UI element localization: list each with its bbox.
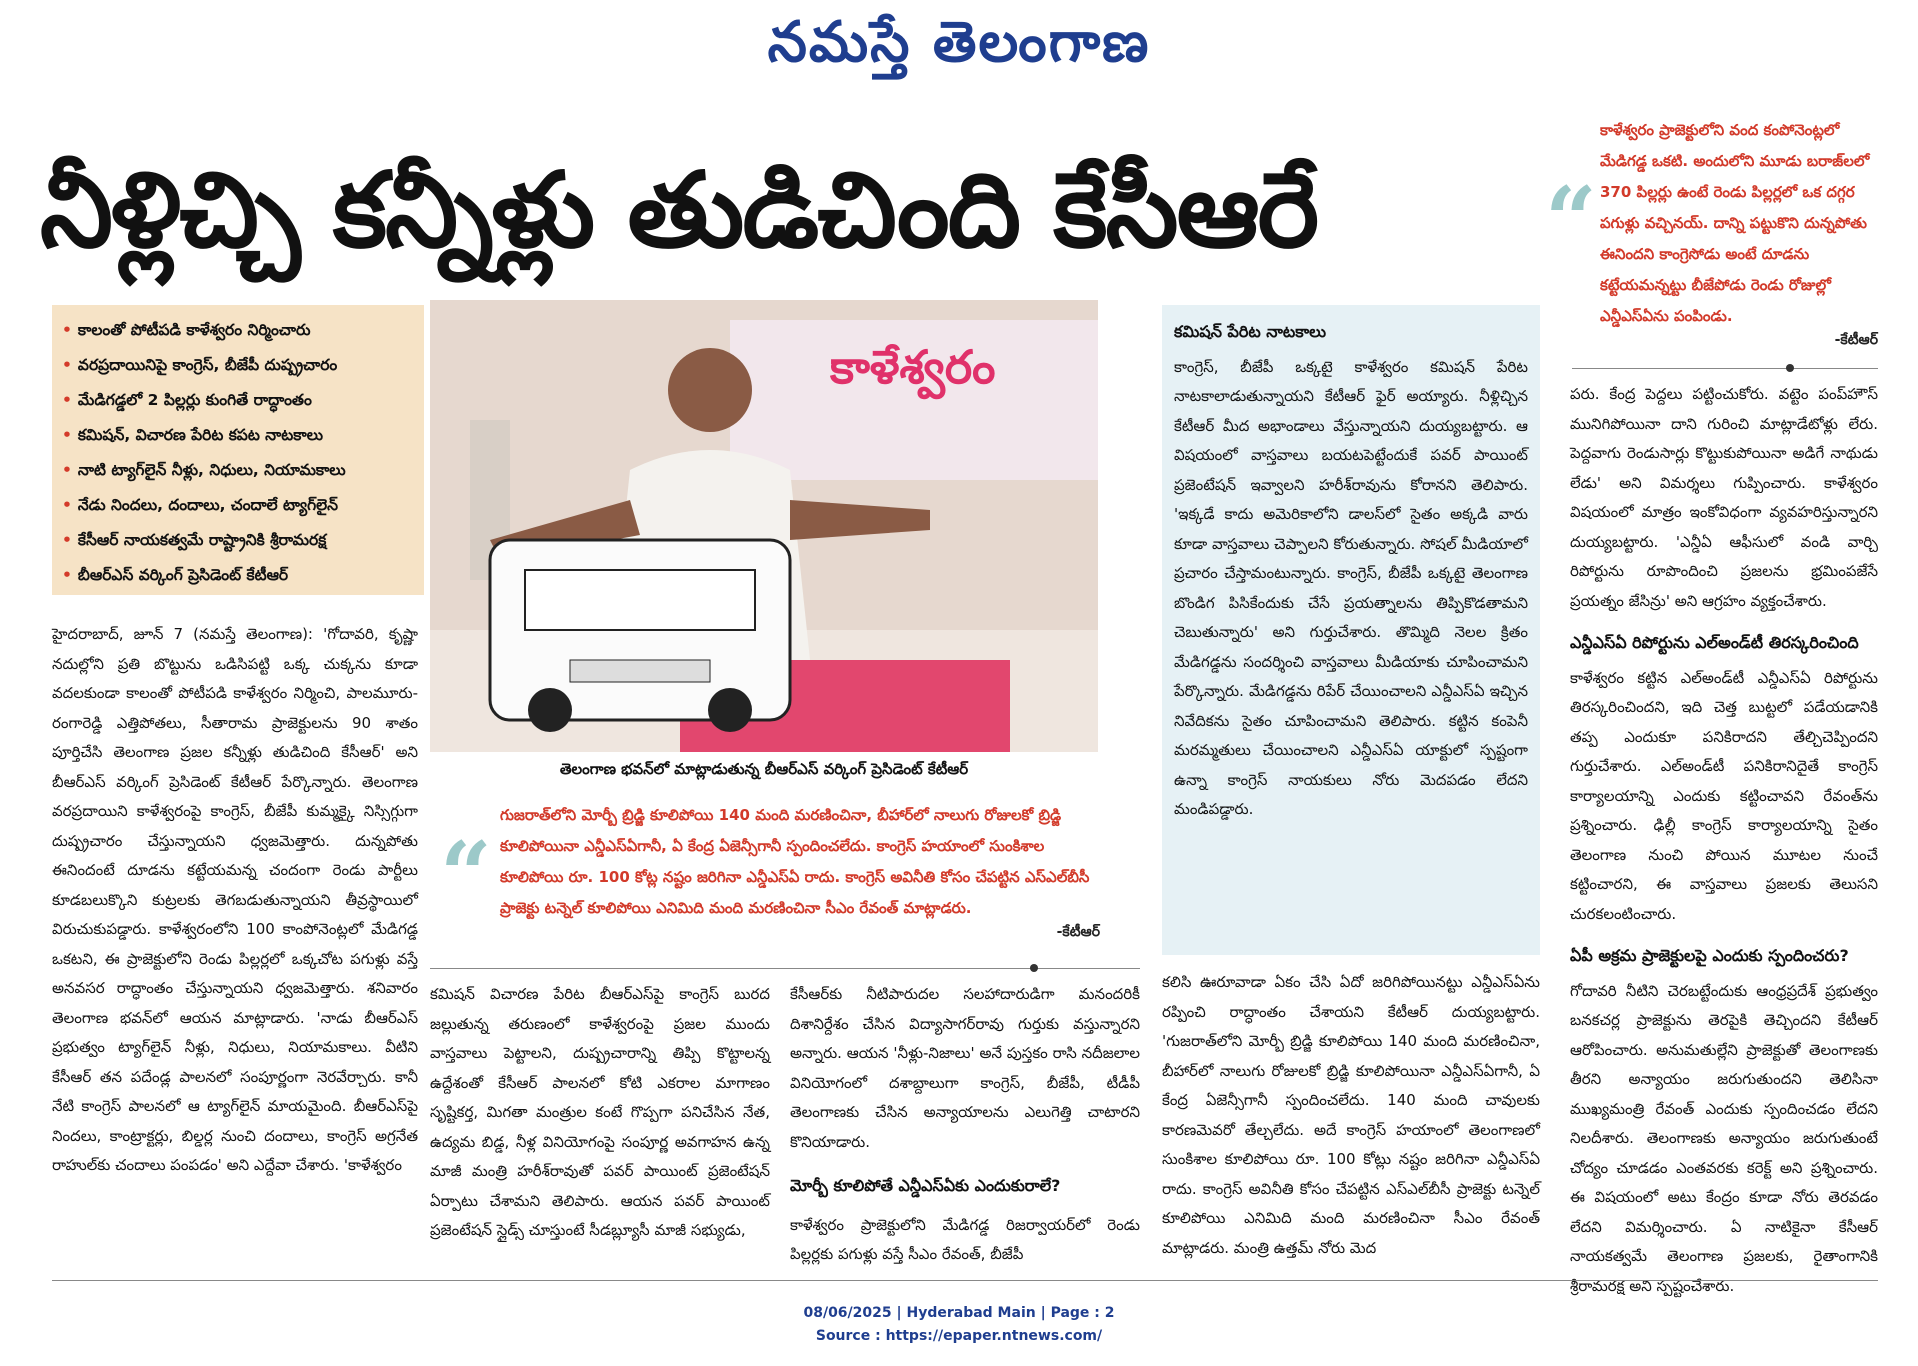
photo-caption: తెలంగాణ భవన్‌లో మాట్లాడుతున్న బీఆర్‌ఎస్ వర్కింగ్ ప్రెసిడెంట్ కేటీఆర్ [559, 760, 969, 778]
highlight-item: • మేడిగడ్డలో 2 పిల్లర్లు కుంగితే రాద్ధాంతం [62, 383, 418, 418]
highlight-item: • కేసీఆర్ నాయకత్వమే రాష్ట్రానికి శ్రీరామరక్ష [62, 523, 418, 558]
quote-mark-icon: “ [440, 822, 492, 928]
news-photo [430, 300, 1098, 752]
highlight-item: • బీఆర్‌ఎస్ వర్కింగ్ ప్రెసిడెంట్ కేటీఆర్ [62, 558, 418, 593]
speaker-photo-illustration [430, 300, 1098, 752]
quote-top [1600, 115, 1878, 351]
section-heading: ఎన్డీఎస్‌ఏ రిపోర్టును ఎల్‌అండ్‌టీ తిరస్కరించింది [1570, 633, 1859, 652]
article-column-2 [430, 980, 770, 1255]
quote-top-author: -కేటీఆర్ [1834, 332, 1878, 348]
divider-dot [1030, 964, 1038, 972]
article-paragraph: పరు. కేంద్ర పెద్దలు పట్టించుకోరు. వట్టెం పంప్‌హౌస్ మునిగిపోయినా దాని గురించి మాట్లాడేటోళ్లు లేరు. పెద్దవాగు రెండుసార్లు కొట్టుకుపోయినా అడిగే నాథుడు లేడు' అని విమర్శలు గుప్పించారు. కాళేశ్వరం విషయంలో మాత్రం ఇంకోవిధంగా వ్యవహరిస్తున్నారని దుయ్యబట్టారు. 'ఎన్డీఏ ఆఫీసులో వండి వార్చి రిపోర్టును రూపొందించి ప్రజలను భ్రమింపజేసే ప్రయత్నం జేసిన్రు' అని ఆగ్రహం వ్యక్తంచేశారు. [1570, 385, 1878, 610]
headline: నీళ్లిచ్చి కన్నీళ్లు తుడిచింది కేసీఆరే [40, 149, 1318, 271]
article-column-1 [52, 620, 418, 1255]
article-paragraph: గోదావరి నీటిని చెరబట్టేందుకు ఆంధ్రప్రదేశ్ ప్రభుత్వం బనకచర్ల ప్రాజెక్టును తెరపైకి తెచ్చిందని కేటీఆర్ ఆరోపించారు. అనుమతుల్లేని ప్రాజెక్టుతో తెలంగాణకు తీరని అన్యాయం జరుగుతుందని తెలిసినా ముఖ్యమంత్రి రేవంత్ ఎందుకు స్పందించడం లేదని నిలదీశారు. తెలంగాణకు అన్యాయం జరుగుతుంటే చోద్యం చూడడం ఎంతవరకు కరెక్ట్ అని ప్రశ్నించారు. ఈ విషయంలో అటు కేంద్రం కూడా నోరు తెరవడం లేదని విమర్శించారు. ఏ నాటికైనా కేసీఆర్ నాయకత్వమే తెలంగాణ ప్రజలకు, రైతాంగానికి శ్రీరామరక్ష అని స్పష్టంచేశారు. [1570, 981, 1878, 1295]
article-paragraph: కేసీఆర్‌కు నీటిపారుదల సలహాదారుడిగా మనందరికీ దిశానిర్దేశం చేసిన విద్యాసాగర్‌రావు గుర్తుకు వస్తున్నారని అన్నారు. ఆయన 'నీళ్లు-నిజాలు' అనే పుస్తకం రాసి నదీజలాల వినియోగంలో దశాబ్దాలుగా కాంగ్రెస్, బీజేపీ, టీడీపీ తెలంగాణకు చేసిన అన్యాయాలను ఎలుగెత్తి చాటారని కొనియాడారు. [790, 985, 1140, 1151]
article-paragraph: కాళేశ్వరం ప్రాజెక్టులోని మేడిగడ్డ రిజర్వాయర్‌లో రెండు పిల్లర్లకు పగుళ్లు వస్తే సీఎం రేవంత్, బీజేపీ [790, 1215, 1140, 1263]
highlight-item: • కమిషన్, విచారణ పేరిట కపట నాటకాలు [62, 418, 418, 453]
article-column-3 [790, 980, 1140, 1263]
divider-dot [1786, 364, 1794, 372]
article-paragraph: కాంగ్రెస్, బీజేపీ ఒక్కటై కాళేశ్వరం కమిషన్ పేరిట నాటకాలాడుతున్నాయని కేటీఆర్ ఫైర్ అయ్యారు. నీళ్లిచ్చిన కేటీఆర్ మీద అభాండాలు వేస్తున్నాయని దుయ్యబట్టారు. ఆ విషయంలో వాస్తవాలు బయటపెట్టేందుకే పవర్ పాయింట్ ప్రజెంటేషన్ ఇవ్వాలని హరీశ్‌రావును కోరానని తెలిపారు. 'ఇక్కడే కాదు అమెరికాలోని డాలస్‌లో సైతం అక్కడి వారు కూడా వాస్తవాలు చెప్పాలని కోరుతున్నారు. సోషల్ మీడియాలో ప్రచారం చేస్తామంటున్నారు. కాంగ్రెస్, బీజేపీ ఒక్కటై తెలంగాణ బొండిగ పిసికేందుకు చేసే ప్రయత్నాలను తిప్పికొడతామని చెబుతున్నారు' అని గుర్తుచేశారు. తొమ్మిది నెలల క్రితం మేడిగడ్డను సందర్శించి వాస్తవాలు మీడియాకు చూపించామని పేర్కొన్నారు. మేడిగడ్డను రిపేర్ చేయించాలని ఎన్డీఎస్‌ఏ ఇచ్చిన నివేదికను సైతం చూపించామని తెలిపారు. కట్టిన కంపెనీ మరమ్మతులు చేయించాలని ఎన్డీఎస్‌ఏ యాక్టులో స్పష్టంగా ఉన్నా కాంగ్రెస్ నాయకులు నోరు మెదపడం లేదని మండిపడ్డారు. [1174, 357, 1528, 818]
section-heading: మోర్బీ కూలిపోతే ఎన్డీఎస్‌ఏకు ఎందుకురాలే? [790, 1176, 1061, 1195]
article-paragraph: కలిసి ఊరూవాడా ఏకం చేసి ఏదో జరిగిపోయినట్టు ఎన్డీఎస్‌ఏను రప్పించి రాద్ధాంతం చేశాయని కేటీఆర్ దుయ్యబట్టారు. 'గుజరాత్‌లోని మోర్బీ బ్రిడ్జి కూలిపోయి 140 మంది మరణించినా, బీహార్‌లో నాలుగు రోజులకో బ్రిడ్జి కూలిపోయినా ఎన్డీఎస్‌ఏగానీ, ఏ కేంద్ర ఏజెన్సీగానీ స్పందించలేదు. 140 మంది చావులకు కారణమెవరో తేల్చలేదు. అదే కాంగ్రెస్ హయాంలో తెలంగాణలో సుంకిశాల కూలిపోయి రూ. 100 కోట్లు నష్టం జరిగినా ఎన్డీఎస్‌ఏ రాదు. కాంగ్రెస్ అవినీతి కోసం చేపట్టిన ఎస్‌ఎల్‌బీసీ ప్రాజెక్టు టన్నెల్ కూలిపోయి ఎనిమిది మంది మరణించినా సీఎం రేవంత్ మాట్లాడరు. మంత్రి ఉత్తమ్ నోరు మెద [1162, 973, 1540, 1257]
quote-top-text: కాళేశ్వరం ప్రాజెక్టులోని వంద కంపోనెంట్లలో మేడిగడ్డ ఒకటి. అందులోని మూడు బరాజ్‌లలో 370 పిల్లర్లు ఉంటే రెండు పిల్లర్లలో ఒక దగ్గర పగుళ్లు వచ్చినయ్. దాన్ని పట్టుకొని దున్నపోతు ఈనిందని కాంగ్రెసోడు అంటే దూడను కట్టేయమన్నట్టు బీజేపోడు రెండు రోజుల్లో ఎన్డీఎస్‌ఏను పంపిండు. [1600, 121, 1870, 325]
article-paragraph: కాళేశ్వరం కట్టిన ఎల్‌అండ్‌టీ ఎన్డీఎస్‌ఏ రిపోర్టును తిరస్కరించిందని, ఇది చెత్త బుట్టలో పడేయడానికి తప్ప ఎందుకూ పనికిరాదని తేల్చిచెప్పిందని గుర్తుచేశారు. ఎల్‌అండ్‌టీ పనికిరానిదైతే కాంగ్రెస్ కార్యాలయాన్ని ఎందుకు కట్టించావని రేవంత్‌ను ప్రశ్నించారు. ఢిల్లీ కాంగ్రెస్ కార్యాలయాన్ని సైతం తెలంగాణ నుంచి పోయిన మూటల నుంచే కట్టించారని, ఈ వాస్తవాలు ప్రజలకు తెలుసని చురకలంటించారు. [1570, 668, 1878, 923]
article-paragraph: హైదరాబాద్, జూన్ 7 (నమస్తే తెలంగాణ): 'గోదావరి, కృష్ణా నదుల్లోని ప్రతి బొట్టును ఒడిసిపట్టి ఒక్క చుక్కను కూడా వదలకుండా కాలంతో పోటీపడి కాళేశ్వరం నిర్మించి, పాలమూరు-రంగారెడ్డి ఎత్తిపోతలు, సీతారామ ప్రాజెక్టులను 90 శాతం పూర్తిచేసి తెలంగాణ ప్రజల కన్నీళ్లు తుడిచింది కేసీఆర్' అని బీఆర్‌ఎస్ వర్కింగ్ ప్రెసిడెంట్ కేటీఆర్ పేర్కొన్నారు. తెలంగాణ వరప్రదాయిని కాళేశ్వరంపై కాంగ్రెస్, బీజేపీ కుమ్మక్కై నిస్సిగ్గుగా దుష్ప్రచారం చేస్తున్నాయని ధ్వజమెత్తారు. దున్నపోతు ఈనిందంటే దూడను కట్టేయమన్న చందంగా రెండు పార్టీలు కూడబలుక్కొని కుట్రలకు తెగబడుతున్నాయని తీవ్రస్థాయిలో విరుచుకుపడ్డారు. కాళేశ్వరంలోని 100 కాంపోనెంట్లలో మేడిగడ్డ ఒకటని, ఈ ప్రాజెక్టులోని రెండు పిల్లర్లలో ఒక్కచోట పగుళ్లు వస్తే అనవసర రాద్ధాంతం చేస్తున్నాయని ధ్వజమెత్తారు. శనివారం తెలంగాణ భవన్‌లో ఆయన మాట్లాడారు. 'నాడు బీఆర్‌ఎస్ ప్రభుత్వం ట్యాగ్‌లైన్ నీళ్లు, నిధులు, నియామకాలు. వీటిని కేసీఆర్ తన పదేండ్ల పాలనలో సంపూర్ణంగా నెరవేర్చారు. కానీ నేటి కాంగ్రెస్ పాలనలో ఆ ట్యాగ్‌లైన్ మాయమైంది. బీఆర్‌ఎస్‌పై నిందలు, కాంట్రాక్టర్లు, బిల్డర్ల నుంచి దందాలు, కాంగ్రెస్ అగ్రనేత రాహుల్‌కు చందాలు పంపడం' అని ఎద్దేవా చేశారు. 'కాళేశ్వరం [52, 625, 418, 1174]
masthead: నమస్తే తెలంగాణ [767, 10, 1151, 75]
footer-source: Source : https://epaper.ntnews.com/ [815, 1328, 1103, 1344]
highlights-box [52, 305, 424, 595]
article-column-5 [1570, 380, 1878, 1295]
highlight-item: • నేడు నిందలు, దందాలు, చందాలే ట్యాగ్‌లైన్ [62, 488, 418, 523]
article-paragraph: కమిషన్ విచారణ పేరిట బీఆర్‌ఎస్‌పై కాంగ్రెస్ బురద జల్లుతున్న తరుణంలో కాళేశ్వరంపై ప్రజల ముందు వాస్తవాలు పెట్టాలని, దుష్ప్రచారాన్ని తిప్పి కొట్టాలన్న ఉద్దేశంతో కేసీఆర్ పాలనలో కోటి ఎకరాల మాగాణం సృష్టికర్త, మిగతా మంత్రుల కంటే గొప్పగా పనిచేసిన నేత, ఉద్యమ బిడ్డ, నీళ్ల వినియోగంపై సంపూర్ణ అవగాహన ఉన్న మాజీ మంత్రి హరీశ్‌రావుతో పవర్ పాయింట్ ప్రజెంటేషన్ ఏర్పాటు చేశామని తెలిపారు. ఆయన పవర్ పాయింట్ ప్రజెంటేషన్ స్లైడ్స్ చూస్తుంటే సీడబ్ల్యూసీ మాజీ సభ్యుడు, [430, 985, 770, 1239]
quote-mark-icon: “ [1545, 167, 1597, 273]
divider [1572, 368, 1878, 369]
footer-date-edition: 08/06/2025 | Hyderabad Main | Page : 2 [803, 1305, 1115, 1321]
article-column-4 [1162, 968, 1540, 1255]
sidebar-box [1162, 305, 1540, 955]
section-heading: ఏపీ అక్రమ ప్రాజెక్టులపై ఎందుకు స్పందించరు? [1570, 946, 1849, 965]
quote-mid [500, 800, 1100, 943]
highlight-item: • నాటి ట్యాగ్‌లైన్ నీళ్లు, నిధులు, నియామకాలు [62, 453, 418, 488]
photo-banner-text: కాళేశ్వరం [830, 340, 996, 394]
page-bottom-rule [52, 1280, 1878, 1281]
quote-mid-author: -కేటీఆర్ [1056, 924, 1100, 940]
quote-mid-text: గుజరాత్‌లోని మోర్బీ బ్రిడ్జి కూలిపోయి 140 మంది మరణించినా, బీహార్‌లో నాలుగు రోజులకో బ్రిడ్జి కూలిపోయినా ఎన్డీఎస్‌ఏగానీ, ఏ కేంద్ర ఏజెన్సీగానీ స్పందించలేదు. కాంగ్రెస్ హయాంలో సుంకిశాల కూలిపోయి రూ. 100 కోట్ల నష్టం జరిగినా ఎన్డీఎస్‌ఏ రాదు. కాంగ్రెస్ అవినీతి కోసం చేపట్టిన ఎస్‌ఎల్‌బీసీ ప్రాజెక్టు టన్నెల్ కూలిపోయి ఎనిమిది మంది మరణించినా సీఎం రేవంత్ మాట్లాడరు. [500, 806, 1090, 917]
highlight-item: • కాలంతో పోటీపడి కాళేశ్వరం నిర్మించారు [62, 313, 418, 348]
highlight-item: • వరప్రదాయినిపై కాంగ్రెస్, బీజేపీ దుష్ప్రచారం [62, 348, 418, 383]
sidebar-heading: కమిషన్ పేరిట నాటకాలు [1174, 322, 1327, 341]
